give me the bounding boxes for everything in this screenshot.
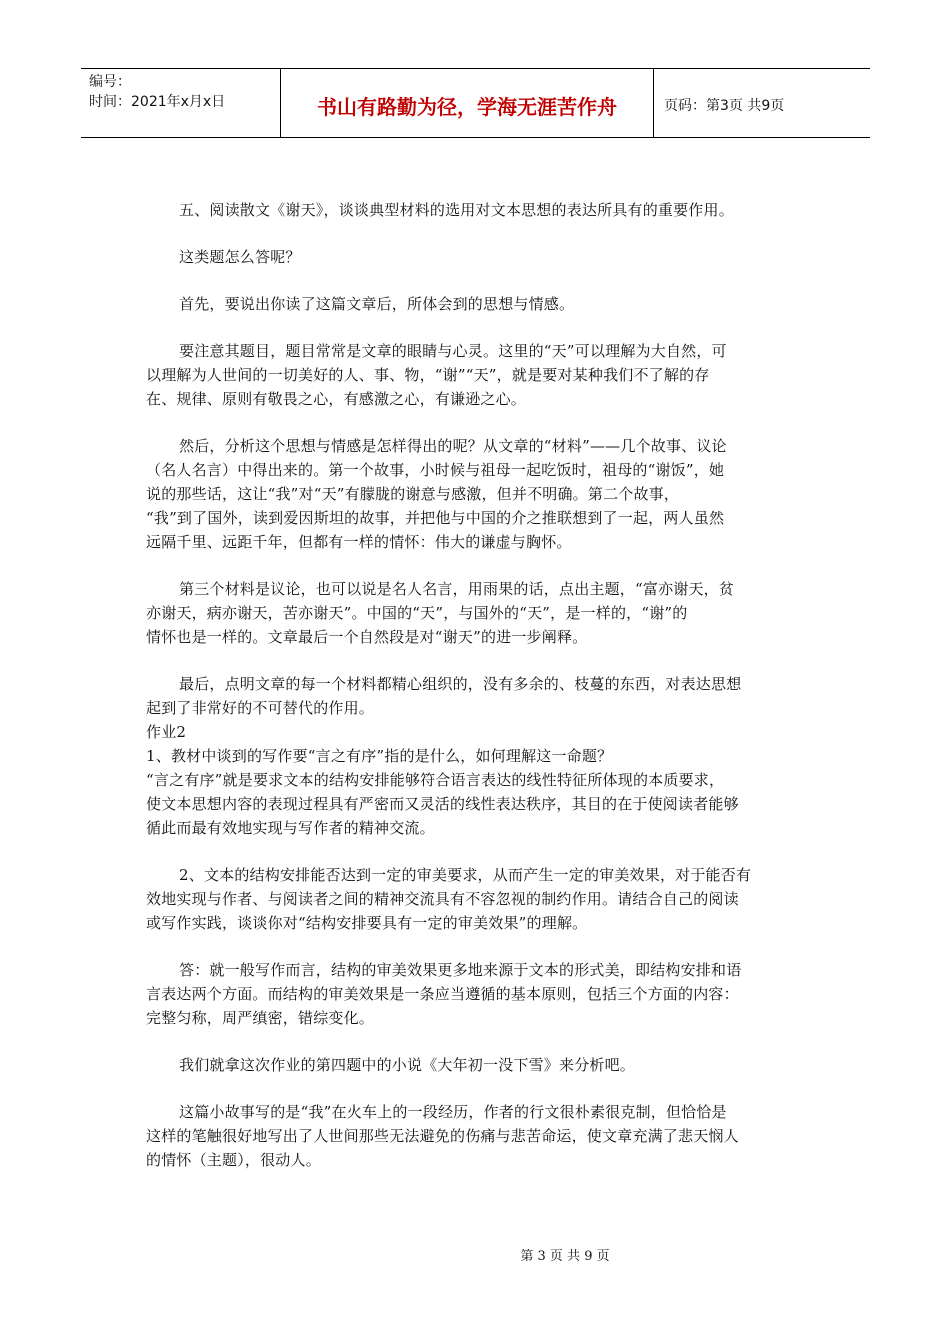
text-line: 起到了非常好的不可替代的作用。 xyxy=(146,699,375,717)
text-line: 最后，点明文章的每一个材料都精心组织的，没有多余的、枝蔓的东西，对表达思想 xyxy=(179,675,742,693)
text-line: 第三个材料是议论，也可以说是名人名言，用雨果的话，点出主题，“富亦谢天，贫 xyxy=(179,580,735,598)
paragraph xyxy=(146,339,806,411)
paragraph xyxy=(146,245,806,269)
text-line: 说的那些话，这让“我”对“天”有朦胧的谢意与感激，但并不明确。第二个故事， xyxy=(146,485,680,503)
text-line: 情怀也是一样的。文章最后一个自然段是对“谢天”的进一步阐释。 xyxy=(146,628,588,646)
paragraph xyxy=(146,292,806,316)
homework-block xyxy=(146,720,806,840)
paragraph xyxy=(146,863,806,935)
text-line: 然后，分析这个思想与情感是怎样得出的呢？从文章的“材料”——几个故事、议论 xyxy=(179,437,727,455)
header-page-info: 页码：第3页 共9页 xyxy=(664,98,785,114)
header-meta xyxy=(81,69,281,137)
text-line: 或写作实践，谈谈你对“结构安排要具有一定的审美效果”的理解。 xyxy=(146,914,588,932)
text-line: 的情怀（主题），很动人。 xyxy=(146,1151,321,1169)
text-line: 以理解为人世间的一切美好的人、事、物，“谢”“天”，就是要对某种我们不了解的存 xyxy=(146,366,710,384)
paragraph xyxy=(146,672,806,720)
paragraph xyxy=(146,434,806,554)
text-line: 言表达两个方面。而结构的审美效果是一条应当遵循的基本原则，包括三个方面的内容： xyxy=(146,985,739,1003)
header-motto: 书山有路勤为径，学海无涯苦作舟 xyxy=(281,69,654,137)
text-line: 这样的笔触很好地写出了人世间那些无法避免的伤痛与悲苦命运，使文章充满了悲天悯人 xyxy=(146,1127,739,1145)
text-line: 使文本思想内容的表现过程具有严密而又灵活的线性表达秩序，其目的在于使阅读者能够 xyxy=(146,795,739,813)
time-label: 时间：2021年x月x日 xyxy=(89,94,226,110)
paragraph xyxy=(146,1053,806,1077)
paragraph xyxy=(146,1100,806,1172)
text-line: 这篇小故事写的是“我”在火车上的一段经历，作者的行文很朴素很克制，但恰恰是 xyxy=(179,1103,727,1121)
text-line: 亦谢天，病亦谢天，苦亦谢天”。中国的“天”，与国外的“天”，是一样的，“谢”的 xyxy=(146,604,688,622)
section-heading: 作业2 xyxy=(146,723,187,741)
paragraph xyxy=(146,198,806,222)
question-line: 2、文本的结构安排能否达到一定的审美要求，从而产生一定的审美效果，对于能否有 xyxy=(179,866,752,884)
text-line: 答：就一般写作而言，结构的审美效果更多地来源于文本的形式美，即结构安排和语 xyxy=(179,961,742,979)
text-line: 这类题怎么答呢？ xyxy=(179,248,301,266)
paragraph xyxy=(146,958,806,1030)
number-label: 编号： xyxy=(89,74,131,90)
text-line: 首先，要说出你读了这篇文章后，所体会到的思想与情感。 xyxy=(179,295,575,313)
text-line: “言之有序”就是要求文本的结构安排能够符合语言表达的线性特征所体现的本质要求， xyxy=(146,771,725,789)
page-footer: 第 3 页 共 9 页 xyxy=(520,1249,610,1264)
text-line: 要注意其题目，题目常常是文章的眼睛与心灵。这里的“天”可以理解为大自然，可 xyxy=(179,342,727,360)
text-line: 远隔千里、远距千年，但都有一样的情怀：伟大的谦虚与胸怀。 xyxy=(146,533,572,551)
text-line: 效地实现与作者、与阅读者之间的精神交流具有不容忽视的制约作用。请结合自己的阅读 xyxy=(146,890,739,908)
text-line: （名人名言）中得出来的。第一个故事，小时候与祖母一起吃饭时，祖母的“谢饭”，她 xyxy=(146,461,725,479)
document-body xyxy=(146,198,806,1172)
text-line: 完整匀称，周严缜密，错综变化。 xyxy=(146,1009,375,1027)
text-line: 五、阅读散文《谢天》，谈谈典型材料的选用对文本思想的表达所具有的重要作用。 xyxy=(179,201,734,219)
question-line: 1、教材中谈到的写作要“言之有序”指的是什么，如何理解这一命题？ xyxy=(146,747,613,765)
paragraph xyxy=(146,577,806,649)
text-line: 在、规律、原则有敬畏之心，有感激之心，有谦逊之心。 xyxy=(146,390,527,408)
header-table xyxy=(81,68,870,138)
text-line: 我们就拿这次作业的第四题中的小说《大年初一没下雪》来分析吧。 xyxy=(179,1056,636,1074)
text-line: 循此而最有效地实现与写作者的精神交流。 xyxy=(146,819,435,837)
text-line: “我”到了国外，读到爱因斯坦的故事，并把他与中国的介之推联想到了一起，两人虽然 xyxy=(146,509,725,527)
